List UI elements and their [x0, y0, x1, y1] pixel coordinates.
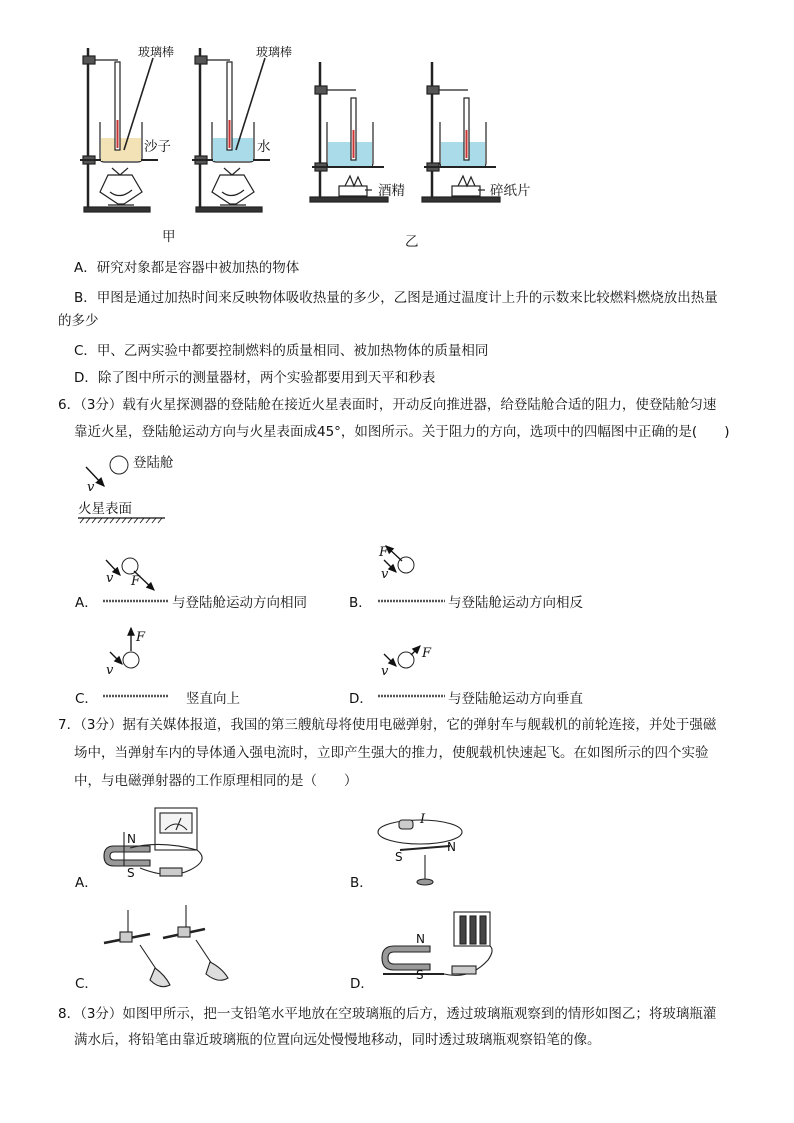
q6-option-d-desc: 与登陆舱运动方向垂直 [448, 691, 583, 707]
paper-label: 碎纸片 [490, 183, 531, 199]
q6-option-b-letter: B． [349, 595, 372, 611]
q6-d-v: v [381, 664, 389, 679]
q6-option-a-letter: A． [75, 595, 98, 611]
q8-stem-line2: 满水后，将铅笔由靠近玻璃瓶的位置向远处慢慢地移动，同时透过玻璃瓶观察铅笔的像。 [74, 1032, 601, 1048]
q6-option-d-letter: D． [349, 691, 373, 707]
v-label: v [87, 480, 95, 495]
q7-a-n: N [127, 832, 136, 846]
q6-option-b-desc: 与登陆舱运动方向相反 [448, 595, 583, 611]
q6-c-v: v [106, 663, 114, 678]
q6-stem-line2: 靠近火星，登陆舱运动方向与火星表面成45°，如图所示。关于阻力的方向，选项中的四幅图中正确的是( ) [74, 424, 730, 440]
q6-b-v: v [381, 567, 389, 582]
q5-option-d: D．除了图中所示的测量器材，两个实验都要用到天平和秒表 [74, 370, 436, 386]
rod-label-2: 玻璃棒 [256, 45, 293, 59]
q7-b-n: N [447, 840, 456, 854]
q5-option-c: C．甲、乙两实验中都要控制燃料的质量相同、被加热物体的质量相同 [74, 343, 489, 359]
caption-jia: 甲 [162, 229, 176, 245]
q7-a-s: S [127, 866, 135, 880]
q7-stem-line3: 中，与电磁弹射器的工作原理相同的是（ ） [74, 773, 358, 789]
q6-d-f: F [422, 646, 432, 661]
caption-yi: 乙 [405, 234, 419, 250]
q7-b-i: I [420, 812, 426, 827]
q6-a-v: v [106, 571, 114, 586]
q8-stem-line1: 8．（3分）如图甲所示，把一支铅笔水平地放在空玻璃瓶的后方，透过玻璃瓶观察到的情形如图乙；将玻璃瓶灌 [58, 1006, 717, 1022]
alcohol-label: 酒精 [378, 183, 405, 199]
q7-option-a: A． [75, 875, 98, 891]
q7-option-d: D． [350, 976, 374, 992]
q6-c-f: F [136, 630, 146, 645]
q5-option-a: A．研究对象都是容器中被加热的物体 [74, 260, 300, 276]
q7-stem-line1: 7．（3分）据有关媒体报道，我国的第三艘航母将使用电磁弹射，它的弹射车与舰载机的前轮连接，并处于强磁 [58, 717, 717, 733]
lander-label: 登陆舱 [133, 455, 174, 471]
q7-d-n: N [416, 932, 425, 946]
q7-d-s: S [416, 968, 424, 982]
q6-option-c-desc: 竖直向上 [186, 691, 240, 707]
q5-option-b-line2: 的多少 [58, 313, 99, 329]
q7-option-c: C． [75, 976, 98, 992]
q6-option-c-letter: C． [75, 691, 98, 707]
q6-option-a-desc: 与登陆舱运动方向相同 [172, 595, 307, 611]
q6-stem-line1: 6．（3分）载有火星探测器的登陆舱在接近火星表面时，开动反向推进器，给登陆舱合适的阻力，使登陆舱匀速 [58, 397, 717, 413]
rod-label-1: 玻璃棒 [138, 45, 175, 59]
q5-option-b-line1: B．甲图是通过加热时间来反映物体吸收热量的多少，乙图是通过温度计上升的示数来比较燃料燃烧放出热量 [74, 290, 718, 306]
q6-a-f: F [131, 574, 141, 589]
q6-b-f: F [379, 545, 389, 560]
water-label: 水 [257, 139, 271, 155]
q7-b-s: S [395, 850, 403, 864]
q7-option-b: B． [350, 875, 373, 891]
q7-stem-line2: 场中，当弹射车内的导体通入强电流时，立即产生强大的推力，使舰载机快速起飞。在如图所示的四个实验 [74, 745, 709, 761]
sand-label: 沙子 [144, 139, 171, 155]
surface-label: 火星表面 [78, 501, 132, 517]
